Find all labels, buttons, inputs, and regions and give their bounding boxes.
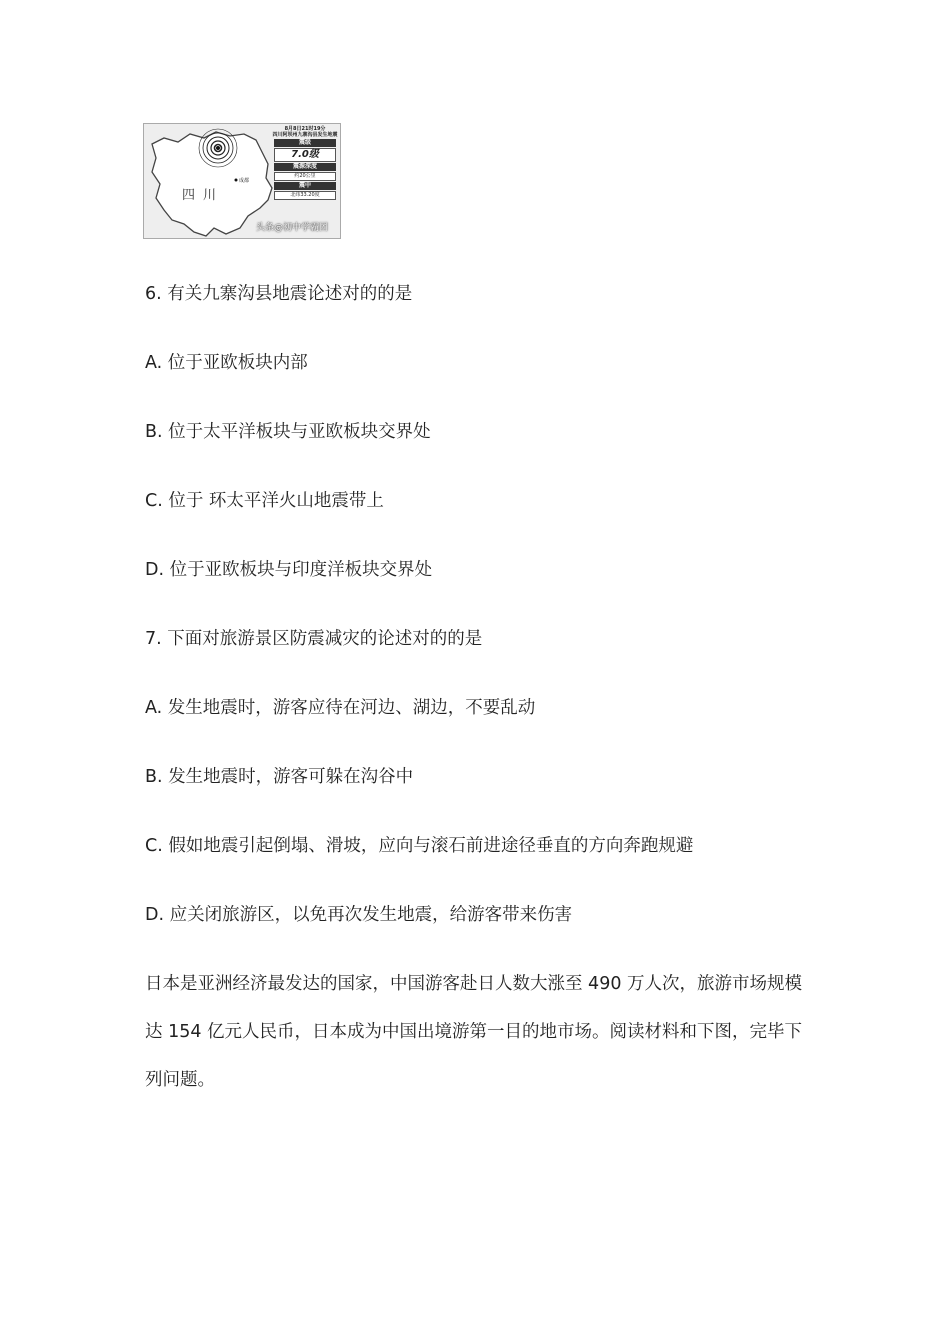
epicenter-label: 震中 <box>274 182 336 190</box>
reading-passage: 日本是亚洲经济最发达的国家，中国游客赴日人数大涨至 490 万人次，旅游市场规模达 154 亿元人民币，日本成为中国出境游第一目的地市场。阅读材料和下图，完毕下列问题。 <box>145 974 803 1090</box>
epicenter-value: 北纬33.20度 <box>274 191 336 200</box>
question-6-option-a: A. 位于亚欧板块内部 <box>145 353 308 373</box>
question-7-option-b: B. 发生地震时，游客可躲在沟谷中 <box>145 767 414 787</box>
province-label: 四川 <box>182 188 225 203</box>
info-title: 四川阿坝州九寨沟县发生地震 <box>272 132 338 138</box>
question-6-stem: 6. 有关九寨沟县地震论述对的的是 <box>145 284 413 304</box>
question-7-option-c: C. 假如地震引起倒塌、滑坡，应向与滚石前进途径垂直的方向奔跑规避 <box>145 836 694 856</box>
city-label: 成都 <box>239 178 250 184</box>
question-6-option-b: B. 位于太平洋板块与亚欧板块交界处 <box>145 422 431 442</box>
question-7-stem: 7. 下面对旅游景区防震减灾的论述对的的是 <box>145 629 483 649</box>
epicenter-dot <box>216 146 220 150</box>
info-time: 8月8日21时19分 <box>284 126 326 132</box>
chengdu-dot <box>235 179 238 182</box>
question-6-option-d: D. 位于亚欧板块与印度洋板块交界处 <box>145 560 433 580</box>
magnitude-label: 震级 <box>274 139 336 147</box>
earthquake-info-panel <box>270 126 340 201</box>
watermark-text: 头条@初中学霸团 <box>256 223 329 233</box>
question-6-option-c: C. 位于 环太平洋火山地震带上 <box>145 491 384 511</box>
question-7-option-d: D. 应关闭旅游区，以免再次发生地震，给游客带来伤害 <box>145 905 573 925</box>
magnitude-value: 7.0级 <box>274 148 336 162</box>
question-7-option-a: A. 发生地震时，游客应待在河边、湖边，不要乱动 <box>145 698 536 718</box>
earthquake-map-figure <box>143 123 341 239</box>
depth-label: 震源深度 <box>274 163 336 171</box>
depth-value: 约20公里 <box>274 172 336 181</box>
